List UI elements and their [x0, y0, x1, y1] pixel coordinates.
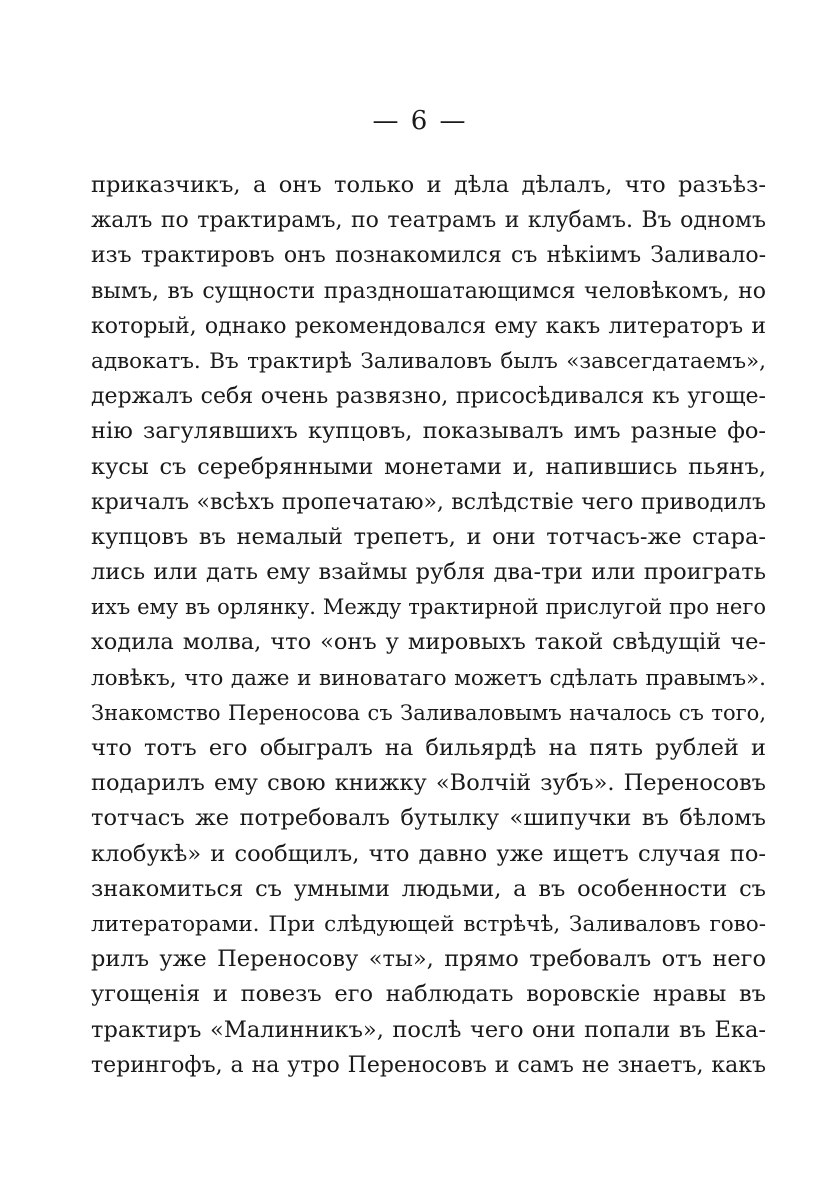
text-line: купцовъ въ немалый трепетъ, и они тотчасъ-же стара-: [91, 523, 766, 550]
text-line: приказчикъ, а онъ только и дѣла дѣлалъ, что разъѣз-: [91, 172, 766, 198]
text-line: ловѣкъ, что даже и виноватаго можетъ сдѣлать правымъ».: [91, 665, 766, 691]
text-line: терингофъ, а на утро Переносовъ и самъ не знаетъ, какъ: [91, 1052, 766, 1078]
text-line: рилъ уже Переносову «ты», прямо требовалъ отъ него: [91, 946, 766, 973]
text-line: изъ трактировъ онъ познакомился съ нѣкіимъ Заливало-: [91, 243, 766, 269]
text-line: кричалъ «всѣхъ пропечатаю», вслѣдствіе чего приводилъ: [91, 489, 766, 515]
text-line: тотчасъ же потребовалъ бутылку «шипучки въ бѣломъ: [91, 805, 766, 832]
text-line: вымъ, въ сущности празднoшатающимся человѣкомъ, но: [91, 278, 766, 304]
text-line: ходила молва, что «онъ у мировыхъ такой свѣдущій че-: [91, 629, 766, 656]
text-line: подарилъ ему свою книжку «Волчій зубъ». Переносовъ: [91, 770, 766, 797]
text-line: жалъ по трактирамъ, по театрамъ и клубамъ. Въ одномъ: [91, 208, 766, 234]
text-line: что тотъ его обыгралъ на бильярдѣ на пять рублей и: [91, 735, 766, 761]
body-text: [91, 168, 766, 1083]
text-line: знакомиться съ умными людьми, а въ особенности съ: [91, 875, 766, 902]
text-line: держалъ себя очень развязно, присосѣдивался къ угоще-: [91, 384, 766, 410]
text-line: нію загулявшихъ купцовъ, показывалъ имъ разные фо-: [91, 418, 766, 445]
text-line: который, однако рекомендовался ему какъ литераторъ и: [91, 313, 766, 339]
text-line: лись или дать ему взаймы рубля два-три или проиграть: [91, 559, 766, 586]
text-line: трактиръ «Малинникъ», послѣ чего они попали въ Ека-: [91, 1016, 766, 1043]
text-line: адвокатъ. Въ трактирѣ Заливаловъ былъ «завсегдатаемъ»,: [91, 348, 766, 374]
page-number: — 6 —: [372, 106, 468, 136]
text-line: Знакомство Переносова съ Заливаловымъ началось съ того,: [91, 700, 766, 725]
text-line: кусы съ серебрянными монетами и, напившись пьянъ,: [91, 453, 766, 480]
text-line: угощенія и повезъ его наблюдать воровскіе нравы въ: [91, 981, 766, 1008]
text-line: ихъ ему въ орлянку. Между трактирной прислугой про него: [91, 595, 766, 620]
text-line: клобукѣ» и сообщилъ, что давно уже ищетъ случая по-: [91, 840, 766, 867]
text-line: литераторами. При слѣдующей встрѣчѣ, Заливаловъ гово-: [91, 911, 766, 937]
